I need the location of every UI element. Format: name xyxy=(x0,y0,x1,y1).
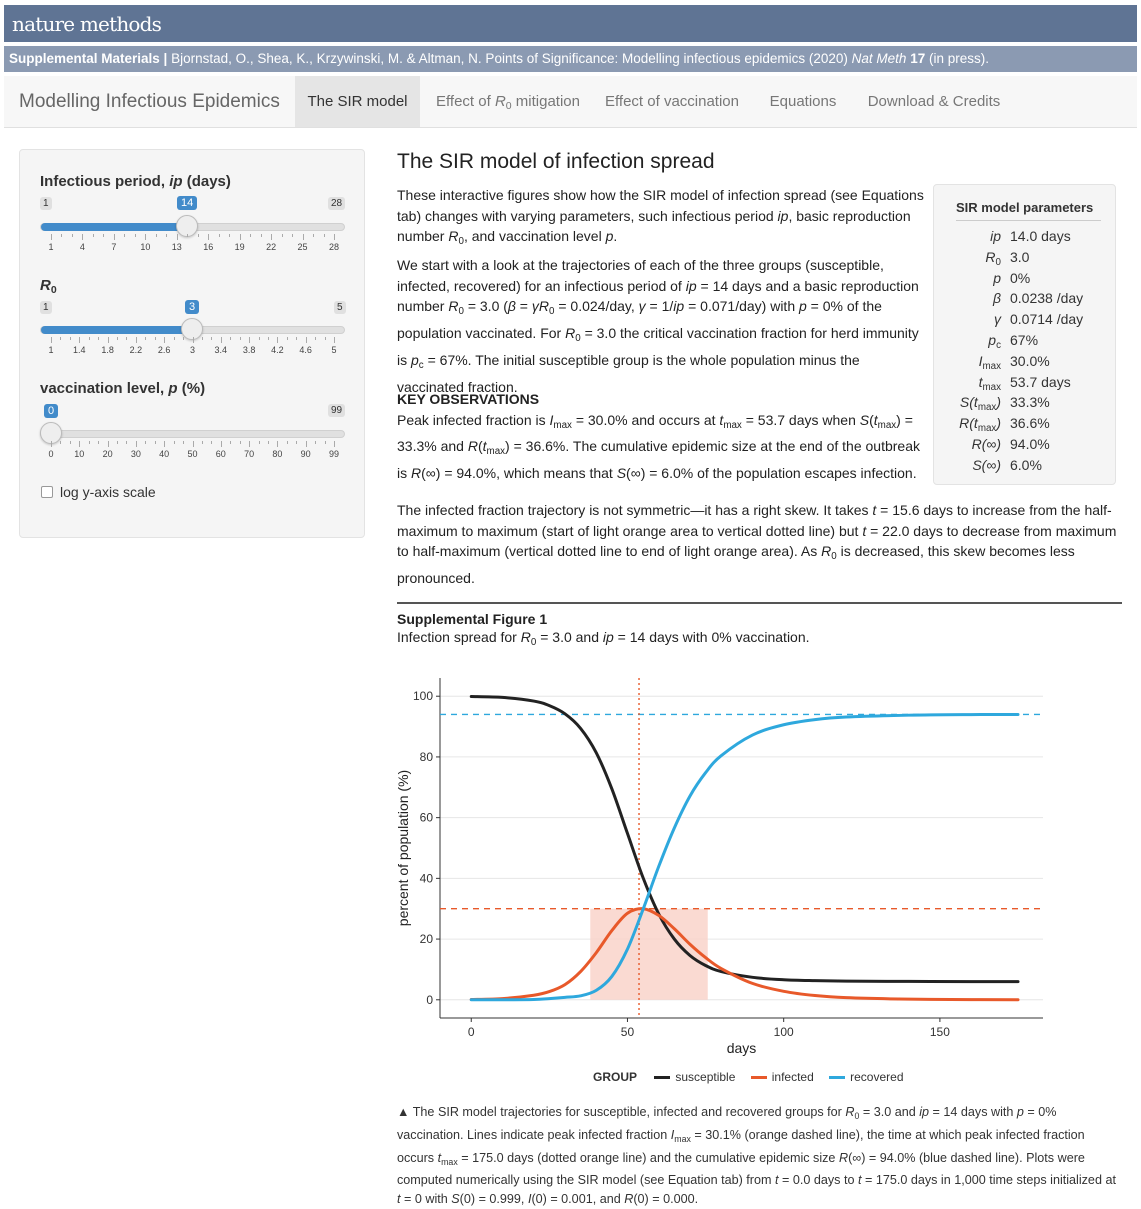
slider-minor-tick xyxy=(240,337,241,340)
app-title[interactable]: Modelling Infectious Epidemics xyxy=(19,91,280,112)
slider-tick-label: 5 xyxy=(331,345,337,355)
param-value: 33.3% xyxy=(1010,394,1050,411)
tab-download-credits[interactable]: Download & Credits xyxy=(867,93,1001,110)
y-tick-label: 80 xyxy=(419,749,433,764)
slider-minor-tick xyxy=(145,441,146,444)
slider-minor-tick xyxy=(240,441,241,444)
vacc-slider-ticks xyxy=(40,441,345,463)
param-name: S(∞) xyxy=(972,456,1001,473)
slider-tick-label: 30 xyxy=(130,449,141,459)
slider-minor-tick xyxy=(282,234,283,237)
skew-paragraph: The infected fraction trajectory is not symmetric—it has a right skew. It takes t = 15.6 days to increase from the half-maximum to maximum (start of light orange area to vertical dotted line) but t = 22.0 days to decrease from maximum to half-maximum (vertical dotted line to end of light orange area). As $R_0$ is decreased, this skew becomes less pronounced. xyxy=(397,502,1117,587)
slider-minor-tick xyxy=(155,337,156,340)
slider-minor-tick xyxy=(296,337,297,340)
ip-min: 1 xyxy=(40,197,52,210)
slider-minor-tick xyxy=(183,441,184,444)
slider-minor-tick xyxy=(70,441,71,444)
vacc-slider-track[interactable] xyxy=(40,430,345,438)
param-row xyxy=(934,228,1117,249)
slider-tick-label: 2.6 xyxy=(157,345,171,355)
param-value: 36.6% xyxy=(1010,415,1050,432)
slider-tick-label: 1.8 xyxy=(101,345,114,355)
slider-tick-mark xyxy=(108,337,109,343)
navbar xyxy=(4,76,1137,128)
key-observations: KEY OBSERVATIONS Peak infected fraction is $I_{max} = 30.0\%$ and occurs at $t_{max} = 53.7$ days when $S(t_{max}) = 33.3\%$ and $R(t_{max}) = 36.6\%$. The cumulative epidemic size at the end of the outbreak is R(∞) = 94.0%, which means that S(∞) = 6.0% of the population escapes infection. xyxy=(397,391,920,482)
slider-tick-mark xyxy=(249,337,250,343)
r0-max: 5 xyxy=(334,301,346,314)
param-name: $S(t_{max})$ xyxy=(959,394,1001,414)
param-name: ip xyxy=(990,228,1001,244)
param-value: 14.0 days xyxy=(1010,228,1071,244)
slider-tick-label: 2.2 xyxy=(129,345,143,355)
tab-vaccination[interactable]: Effect of vaccination xyxy=(605,93,739,110)
param-value: 6.0% xyxy=(1010,456,1042,473)
param-value: 94.0% xyxy=(1010,436,1050,452)
param-value: 30.0% xyxy=(1010,352,1050,369)
slider-minor-tick xyxy=(156,234,157,237)
slider-tick-mark xyxy=(177,234,178,240)
slider-tick-label: 16 xyxy=(203,242,214,252)
slider-minor-tick xyxy=(124,234,125,237)
r0-min: 1 xyxy=(40,301,52,314)
slider-minor-tick xyxy=(211,441,212,444)
param-row xyxy=(934,249,1117,270)
params-title: SIR model parameters xyxy=(956,200,1094,215)
slider-tick-mark xyxy=(334,234,335,240)
slider-tick-label: 4.2 xyxy=(271,345,284,355)
slider-minor-tick xyxy=(117,441,118,444)
slider-tick-label: 19 xyxy=(234,242,245,252)
slider-minor-tick xyxy=(230,337,231,340)
y-axis-label: percent of population (%) xyxy=(395,769,411,927)
slider-minor-tick xyxy=(259,337,260,340)
param-name: $R(t_{max})$ xyxy=(959,415,1001,435)
tab-equations[interactable]: Equations xyxy=(769,93,837,110)
chart-legend xyxy=(593,1070,912,1084)
slider-minor-tick xyxy=(229,234,230,237)
param-row xyxy=(934,415,1117,436)
slider-minor-tick xyxy=(145,337,146,340)
slider-minor-tick xyxy=(292,234,293,237)
slider-minor-tick xyxy=(72,234,73,237)
y-tick-label: 40 xyxy=(419,871,433,886)
legend-item-susceptible: susceptible xyxy=(650,1070,735,1084)
slider-minor-tick xyxy=(126,337,127,340)
param-name: p xyxy=(993,269,1001,286)
tab-sir-model[interactable]: The SIR model xyxy=(295,76,420,127)
slider-tick-mark xyxy=(221,337,222,343)
slider-minor-tick xyxy=(268,441,269,444)
slider-tick-mark xyxy=(82,234,83,240)
x-tick-label: 150 xyxy=(929,1025,950,1039)
slider-tick-label: 50 xyxy=(187,449,198,459)
slider-tick-mark xyxy=(334,441,335,447)
slider-tick-label: 0 xyxy=(48,449,54,459)
slider-minor-tick xyxy=(315,441,316,444)
param-name: γ xyxy=(994,311,1001,328)
slider-minor-tick xyxy=(324,234,325,237)
x-axis-label: days xyxy=(726,1040,757,1056)
slider-tick-label: 7 xyxy=(111,242,117,252)
slider-tick-mark xyxy=(51,337,52,343)
slider-tick-label: 10 xyxy=(74,449,85,459)
x-tick-label: 100 xyxy=(773,1025,794,1039)
figure-caption: Infection spread for $R_0 = 3.0$ and ip = 14 days with 0% vaccination. xyxy=(397,629,810,648)
slider-tick-mark xyxy=(164,337,165,343)
slider-tick-mark xyxy=(208,234,209,240)
param-row xyxy=(934,332,1117,353)
slider-tick-label: 80 xyxy=(272,449,283,459)
param-name: $t_{max}$ xyxy=(978,373,1001,393)
x-tick-label: 50 xyxy=(620,1025,635,1039)
param-row xyxy=(934,290,1117,311)
param-name: R(∞) xyxy=(971,436,1001,452)
param-value: 67% xyxy=(1010,332,1039,348)
param-value: 3.0 xyxy=(1010,248,1030,265)
slider-tick-label: 3.8 xyxy=(242,345,256,355)
ip-slider-ticks xyxy=(40,234,345,256)
slider-minor-tick xyxy=(268,337,269,340)
slider-minor-tick xyxy=(126,441,127,444)
slider-minor-tick xyxy=(60,337,61,340)
slider-minor-tick xyxy=(166,234,167,237)
vacc-slider-label: vaccination level, p (%) xyxy=(40,380,206,397)
slider-tick-mark xyxy=(145,234,146,240)
slider-minor-tick xyxy=(313,234,314,237)
param-value: 0.0714 /day xyxy=(1010,311,1084,328)
param-row xyxy=(934,374,1117,395)
slider-tick-label: 4.6 xyxy=(299,345,312,355)
param-name: $R_0$ xyxy=(985,248,1001,268)
param-row xyxy=(934,353,1117,374)
supplemental-label: Supplemental Materials | xyxy=(9,51,168,66)
y-tick-label: 60 xyxy=(419,810,433,825)
ip-slider-label: Infectious period, ip (days) xyxy=(40,173,231,190)
param-row xyxy=(934,394,1117,415)
slider-minor-tick xyxy=(325,337,326,340)
slider-minor-tick xyxy=(174,337,175,340)
slider-tick-label: 70 xyxy=(244,449,255,459)
slider-tick-mark xyxy=(277,337,278,343)
slider-tick-label: 20 xyxy=(102,449,113,459)
ip-current-value: 14 xyxy=(177,196,197,210)
param-name: β xyxy=(993,290,1001,307)
citation-bar: Supplemental Materials | Bjornstad, O., Shea, K., Krzywinski, M. & Altman, N. Points of Significance: Modelling infectious epidemics (2020) Nat Meth 17 (in press). xyxy=(4,46,1137,72)
slider-minor-tick xyxy=(89,441,90,444)
slider-minor-tick xyxy=(315,337,316,340)
slider-minor-tick xyxy=(250,234,251,237)
r0-slider-ticks xyxy=(40,337,345,359)
slider-tick-mark xyxy=(306,337,307,343)
slider-minor-tick xyxy=(325,441,326,444)
param-name: $I_{max}$ xyxy=(978,352,1001,372)
control-panel xyxy=(19,149,365,538)
param-name: $p_c$ xyxy=(988,332,1001,351)
slider-tick-label: 10 xyxy=(140,242,151,252)
slider-minor-tick xyxy=(60,441,61,444)
slider-minor-tick xyxy=(261,234,262,237)
r0-slider-fill xyxy=(41,326,193,334)
param-value: 0.0238 /day xyxy=(1010,290,1084,307)
slider-minor-tick xyxy=(230,441,231,444)
slider-tick-label: 99 xyxy=(328,449,340,459)
slider-minor-tick xyxy=(287,441,288,444)
slider-tick-label: 4 xyxy=(79,242,85,252)
slider-minor-tick xyxy=(135,234,136,237)
param-row xyxy=(934,436,1117,457)
y-tick-label: 20 xyxy=(419,932,433,947)
slider-tick-mark xyxy=(221,441,222,447)
sir-trajectory-chart xyxy=(380,670,1060,1065)
log-scale-label[interactable]: log y-axis scale xyxy=(60,484,156,500)
slider-tick-mark xyxy=(136,337,137,343)
slider-tick-label: 3.4 xyxy=(214,345,228,355)
slider-tick-label: 1 xyxy=(48,242,54,252)
slider-tick-mark xyxy=(277,441,278,447)
slider-tick-mark xyxy=(114,234,115,240)
slider-minor-tick xyxy=(98,441,99,444)
slider-minor-tick xyxy=(202,441,203,444)
slider-tick-label: 25 xyxy=(297,242,308,252)
y-tick-label: 100 xyxy=(412,689,433,704)
sir-parameters-panel xyxy=(933,184,1116,485)
slider-minor-tick xyxy=(198,234,199,237)
slider-minor-tick xyxy=(219,234,220,237)
slider-tick-label: 60 xyxy=(215,449,226,459)
slider-tick-mark xyxy=(193,337,194,343)
slider-minor-tick xyxy=(187,234,188,237)
vacc-current-value: 0 xyxy=(44,404,58,418)
param-row xyxy=(934,311,1117,332)
figure-title: Supplemental Figure 1 xyxy=(397,611,548,627)
legend-item-infected: infected xyxy=(747,1070,814,1084)
slider-minor-tick xyxy=(287,337,288,340)
nature-methods-logo: nature methods xyxy=(4,5,1137,42)
y-tick-label: 0 xyxy=(426,992,433,1007)
param-row xyxy=(934,270,1117,291)
slider-minor-tick xyxy=(103,234,104,237)
tab-r0-mitigation[interactable]: Effect of $R_0$ mitigation xyxy=(436,93,580,112)
legend-title: GROUP xyxy=(593,1070,638,1084)
param-value: 53.7 days xyxy=(1010,373,1071,390)
slider-tick-mark xyxy=(334,337,335,343)
r0-current-value: 3 xyxy=(185,300,199,314)
slider-tick-label: 1 xyxy=(48,345,54,355)
slider-minor-tick xyxy=(70,337,71,340)
intro-paragraph: These interactive figures show how the SIR model of infection spread (see Equations tab) changes with varying parameters, such infectious period ip, basic reproduction number $R_0$, and vaccination level p. xyxy=(397,187,924,248)
slider-tick-label: 40 xyxy=(159,449,170,459)
param-row xyxy=(934,457,1117,478)
series-line-infected xyxy=(471,909,1018,1000)
slider-tick-mark xyxy=(79,337,80,343)
vacc-max: 99 xyxy=(328,404,345,417)
slider-minor-tick xyxy=(117,337,118,340)
slider-tick-label: 22 xyxy=(266,242,277,252)
slider-minor-tick xyxy=(211,337,212,340)
ip-max: 28 xyxy=(328,197,345,210)
slider-tick-mark xyxy=(164,441,165,447)
slider-minor-tick xyxy=(89,337,90,340)
slider-tick-mark xyxy=(51,234,52,240)
legend-item-recovered: recovered xyxy=(825,1070,903,1084)
slider-minor-tick xyxy=(155,441,156,444)
slider-minor-tick xyxy=(296,441,297,444)
slider-minor-tick xyxy=(259,441,260,444)
slider-minor-tick xyxy=(202,337,203,340)
slider-tick-mark xyxy=(51,441,52,447)
slider-minor-tick xyxy=(98,337,99,340)
figure-footnote: ▲ The SIR model trajectories for susceptible, infected and recovered groups for $R_0 = 3.0$ and ip = 14 days with p = 0% vaccination. Lines indicate peak infected fraction $I_{max} = 30.1\%$ (orange dashed line), the time at which peak infected fraction occurs $t_{max} = 175.0$ days (dotted orange line) and the cumulative epidemic size R(∞) = 94.0% (blue dashed line). Plots were computed numerically using the SIR model (see Equation tab) from t = 0.0 days to t = 175.0 days in 1,000 time steps initialized at t = 0 with S(0) = 0.999, I(0) = 0.001, and R(0) = 0.000. xyxy=(397,1105,1116,1207)
r0-slider-label: $R_0$ xyxy=(40,277,57,296)
slider-minor-tick xyxy=(93,234,94,237)
slider-minor-tick xyxy=(61,234,62,237)
log-scale-checkbox[interactable] xyxy=(41,486,53,498)
slider-tick-label: 28 xyxy=(328,242,340,252)
slider-tick-label: 3 xyxy=(189,345,196,355)
slider-tick-mark xyxy=(249,441,250,447)
slider-tick-mark xyxy=(271,234,272,240)
ip-slider-fill xyxy=(41,223,187,231)
slider-tick-label: 1.4 xyxy=(73,345,86,355)
slider-tick-mark xyxy=(193,441,194,447)
trajectories-paragraph: We start with a look at the trajectories of each of the three groups (susceptible, infected, recovered) for an infectious period of ip = 14 days and a basic reproduction number $R_0 = 3.0$ ($\beta = \gamma R_0 = 0.024/day$, γ = 1/ip = 0.071/day) with p = 0% of the population vaccinated. For $R_0 = 3.0$ the critical vaccination fraction for herd immunity is $p_c = 67\%$. The initial susceptible group is the whole population minus the vaccinated fraction. xyxy=(397,257,919,395)
slider-minor-tick xyxy=(183,337,184,340)
page-title: The SIR model of infection spread xyxy=(397,150,715,173)
slider-tick-label: 13 xyxy=(171,242,182,252)
x-tick-label: 0 xyxy=(467,1025,475,1039)
slider-tick-mark xyxy=(136,441,137,447)
slider-tick-mark xyxy=(240,234,241,240)
slider-tick-mark xyxy=(303,234,304,240)
section-divider xyxy=(397,602,1122,604)
slider-tick-mark xyxy=(306,441,307,447)
param-value: 0% xyxy=(1010,269,1031,286)
slider-tick-label: 90 xyxy=(300,449,311,459)
slider-minor-tick xyxy=(174,441,175,444)
slider-tick-mark xyxy=(108,441,109,447)
slider-tick-mark xyxy=(79,441,80,447)
